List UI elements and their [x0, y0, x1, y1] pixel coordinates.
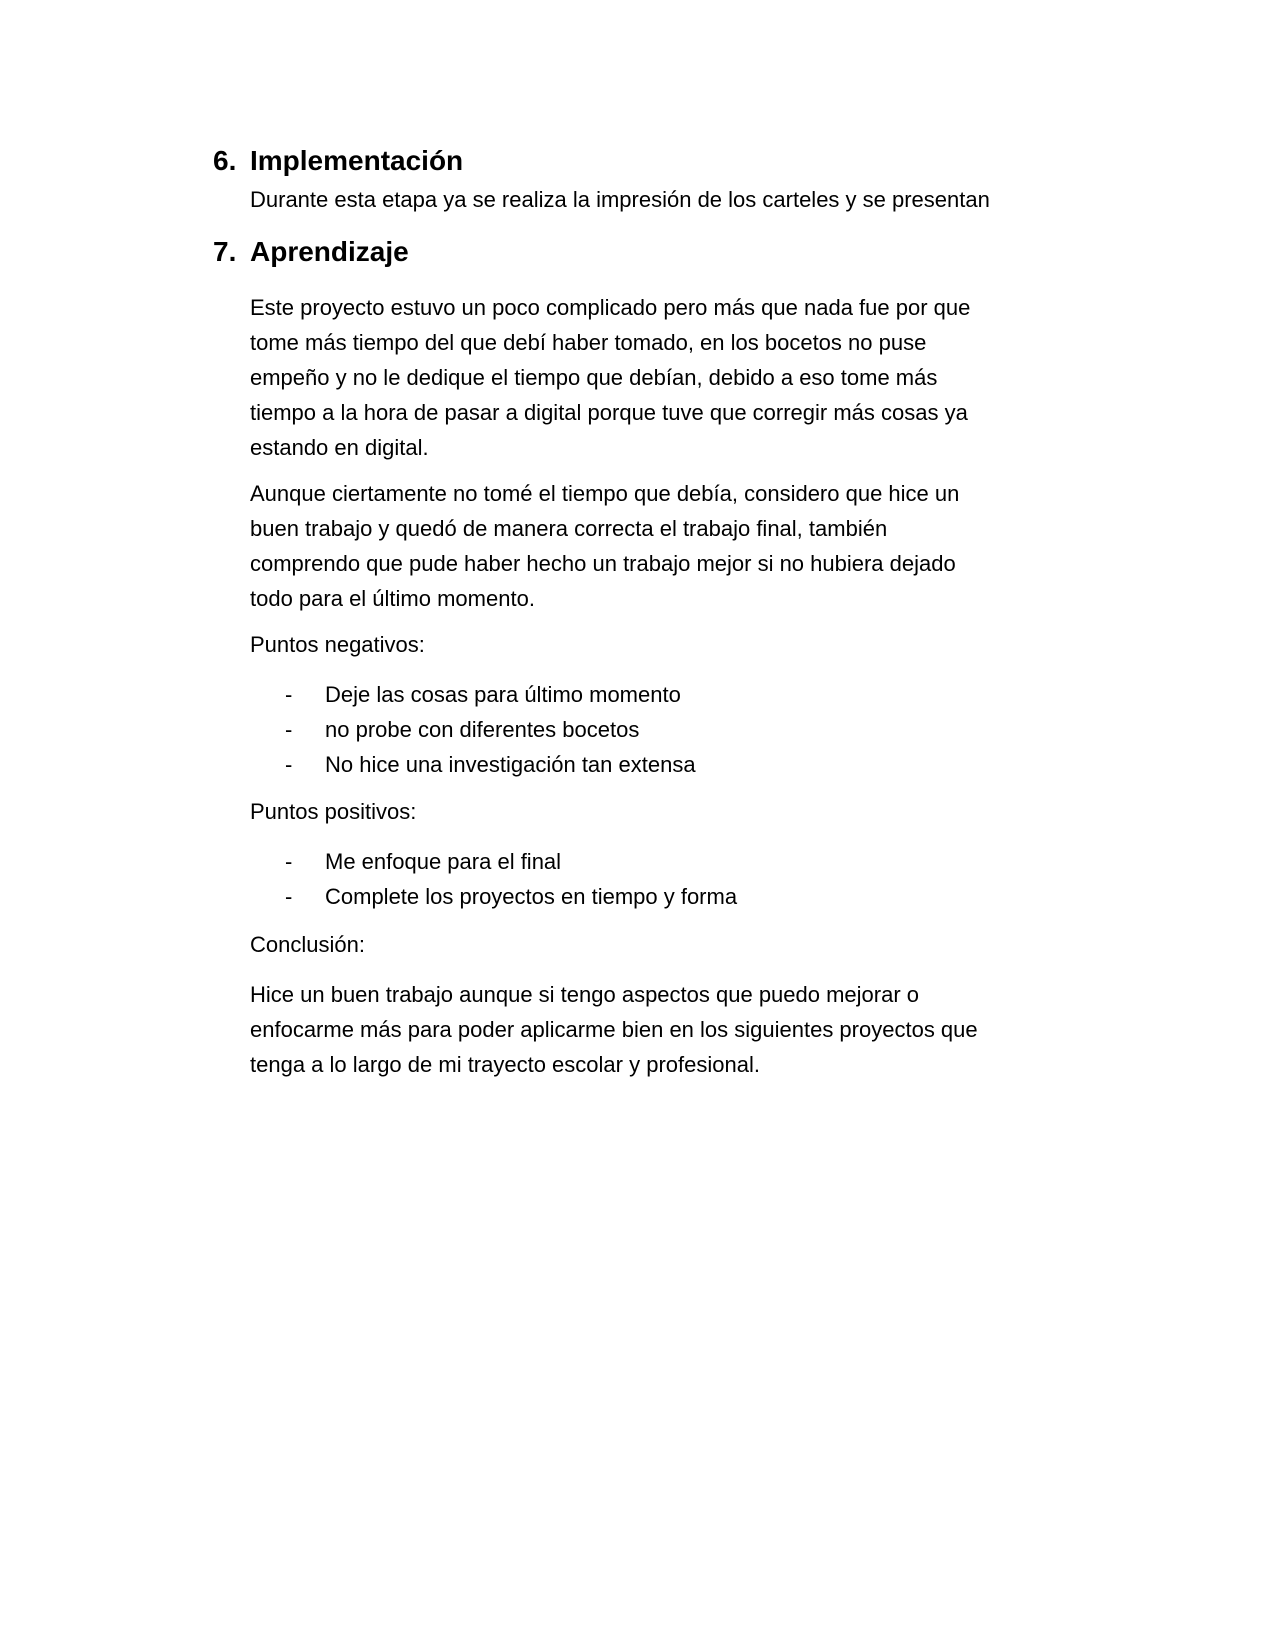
- bullet-marker: -: [285, 849, 293, 874]
- paragraph-line: Hice un buen trabajo aunque si tengo aspectos que puedo mejorar o: [250, 982, 920, 1007]
- negatives-label-block: [250, 627, 1080, 662]
- bullet-marker: -: [285, 752, 293, 777]
- paragraph-2: [250, 476, 1080, 616]
- list-item-text: Complete los proyectos en tiempo y forma: [325, 884, 738, 909]
- paragraph-line: todo para el último momento.: [250, 586, 535, 611]
- paragraph-line: tenga a lo largo de mi trayecto escolar y profesional.: [250, 1052, 760, 1077]
- paragraph-line: comprendo que pude haber hecho un trabajo mejor si no hubiera dejado: [250, 551, 956, 576]
- list-item: [285, 747, 1065, 782]
- bullet-marker: -: [285, 717, 293, 742]
- section-number: 6.: [213, 145, 237, 176]
- section-heading-implementacion: [213, 143, 463, 179]
- list-item: [285, 712, 1065, 747]
- list-item: [285, 879, 1065, 914]
- list-item-text: Deje las cosas para último momento: [325, 682, 681, 707]
- section-title: Implementación: [250, 145, 464, 176]
- list-item: [285, 677, 1065, 712]
- paragraph-line: tome más tiempo del que debí haber tomado, en los bocetos no puse: [250, 330, 927, 355]
- positives-label-block: [250, 794, 1080, 829]
- list-item: [285, 844, 1065, 879]
- section-title: Aprendizaje: [250, 236, 409, 267]
- section-heading-aprendizaje: [213, 234, 409, 270]
- bullet-marker: -: [285, 884, 293, 909]
- positives-label: Puntos positivos:: [250, 799, 417, 824]
- conclusion-paragraph: [250, 977, 1080, 1082]
- list-item-text: no probe con diferentes bocetos: [325, 717, 640, 742]
- paragraph-line: buen trabajo y quedó de manera correcta el trabajo final, también: [250, 516, 888, 541]
- list-item-text: Me enfoque para el final: [325, 849, 562, 874]
- conclusion-label: Conclusión:: [250, 932, 365, 957]
- section-body-implementacion: [250, 182, 1080, 217]
- bullet-marker: -: [285, 682, 293, 707]
- paragraph-line: tiempo a la hora de pasar a digital porque tuve que corregir más cosas ya: [250, 400, 968, 425]
- paragraph-line: empeño y no le dedique el tiempo que debían, debido a eso tome más: [250, 365, 938, 390]
- list-item-text: No hice una investigación tan extensa: [325, 752, 696, 777]
- paragraph-1: [250, 290, 1080, 465]
- body-text: Durante esta etapa ya se realiza la impresión de los carteles y se presentan: [250, 187, 990, 212]
- negatives-label: Puntos negativos:: [250, 632, 425, 657]
- paragraph-line: estando en digital.: [250, 435, 429, 460]
- section-number: 7.: [213, 236, 237, 267]
- positives-list: [285, 844, 1065, 914]
- negatives-list: [285, 677, 1065, 782]
- paragraph-line: Este proyecto estuvo un poco complicado pero más que nada fue por que: [250, 295, 971, 320]
- conclusion-label-block: [250, 927, 1080, 962]
- paragraph-line: Aunque ciertamente no tomé el tiempo que debía, considero que hice un: [250, 481, 960, 506]
- paragraph-line: enfocarme más para poder aplicarme bien en los siguientes proyectos que: [250, 1017, 978, 1042]
